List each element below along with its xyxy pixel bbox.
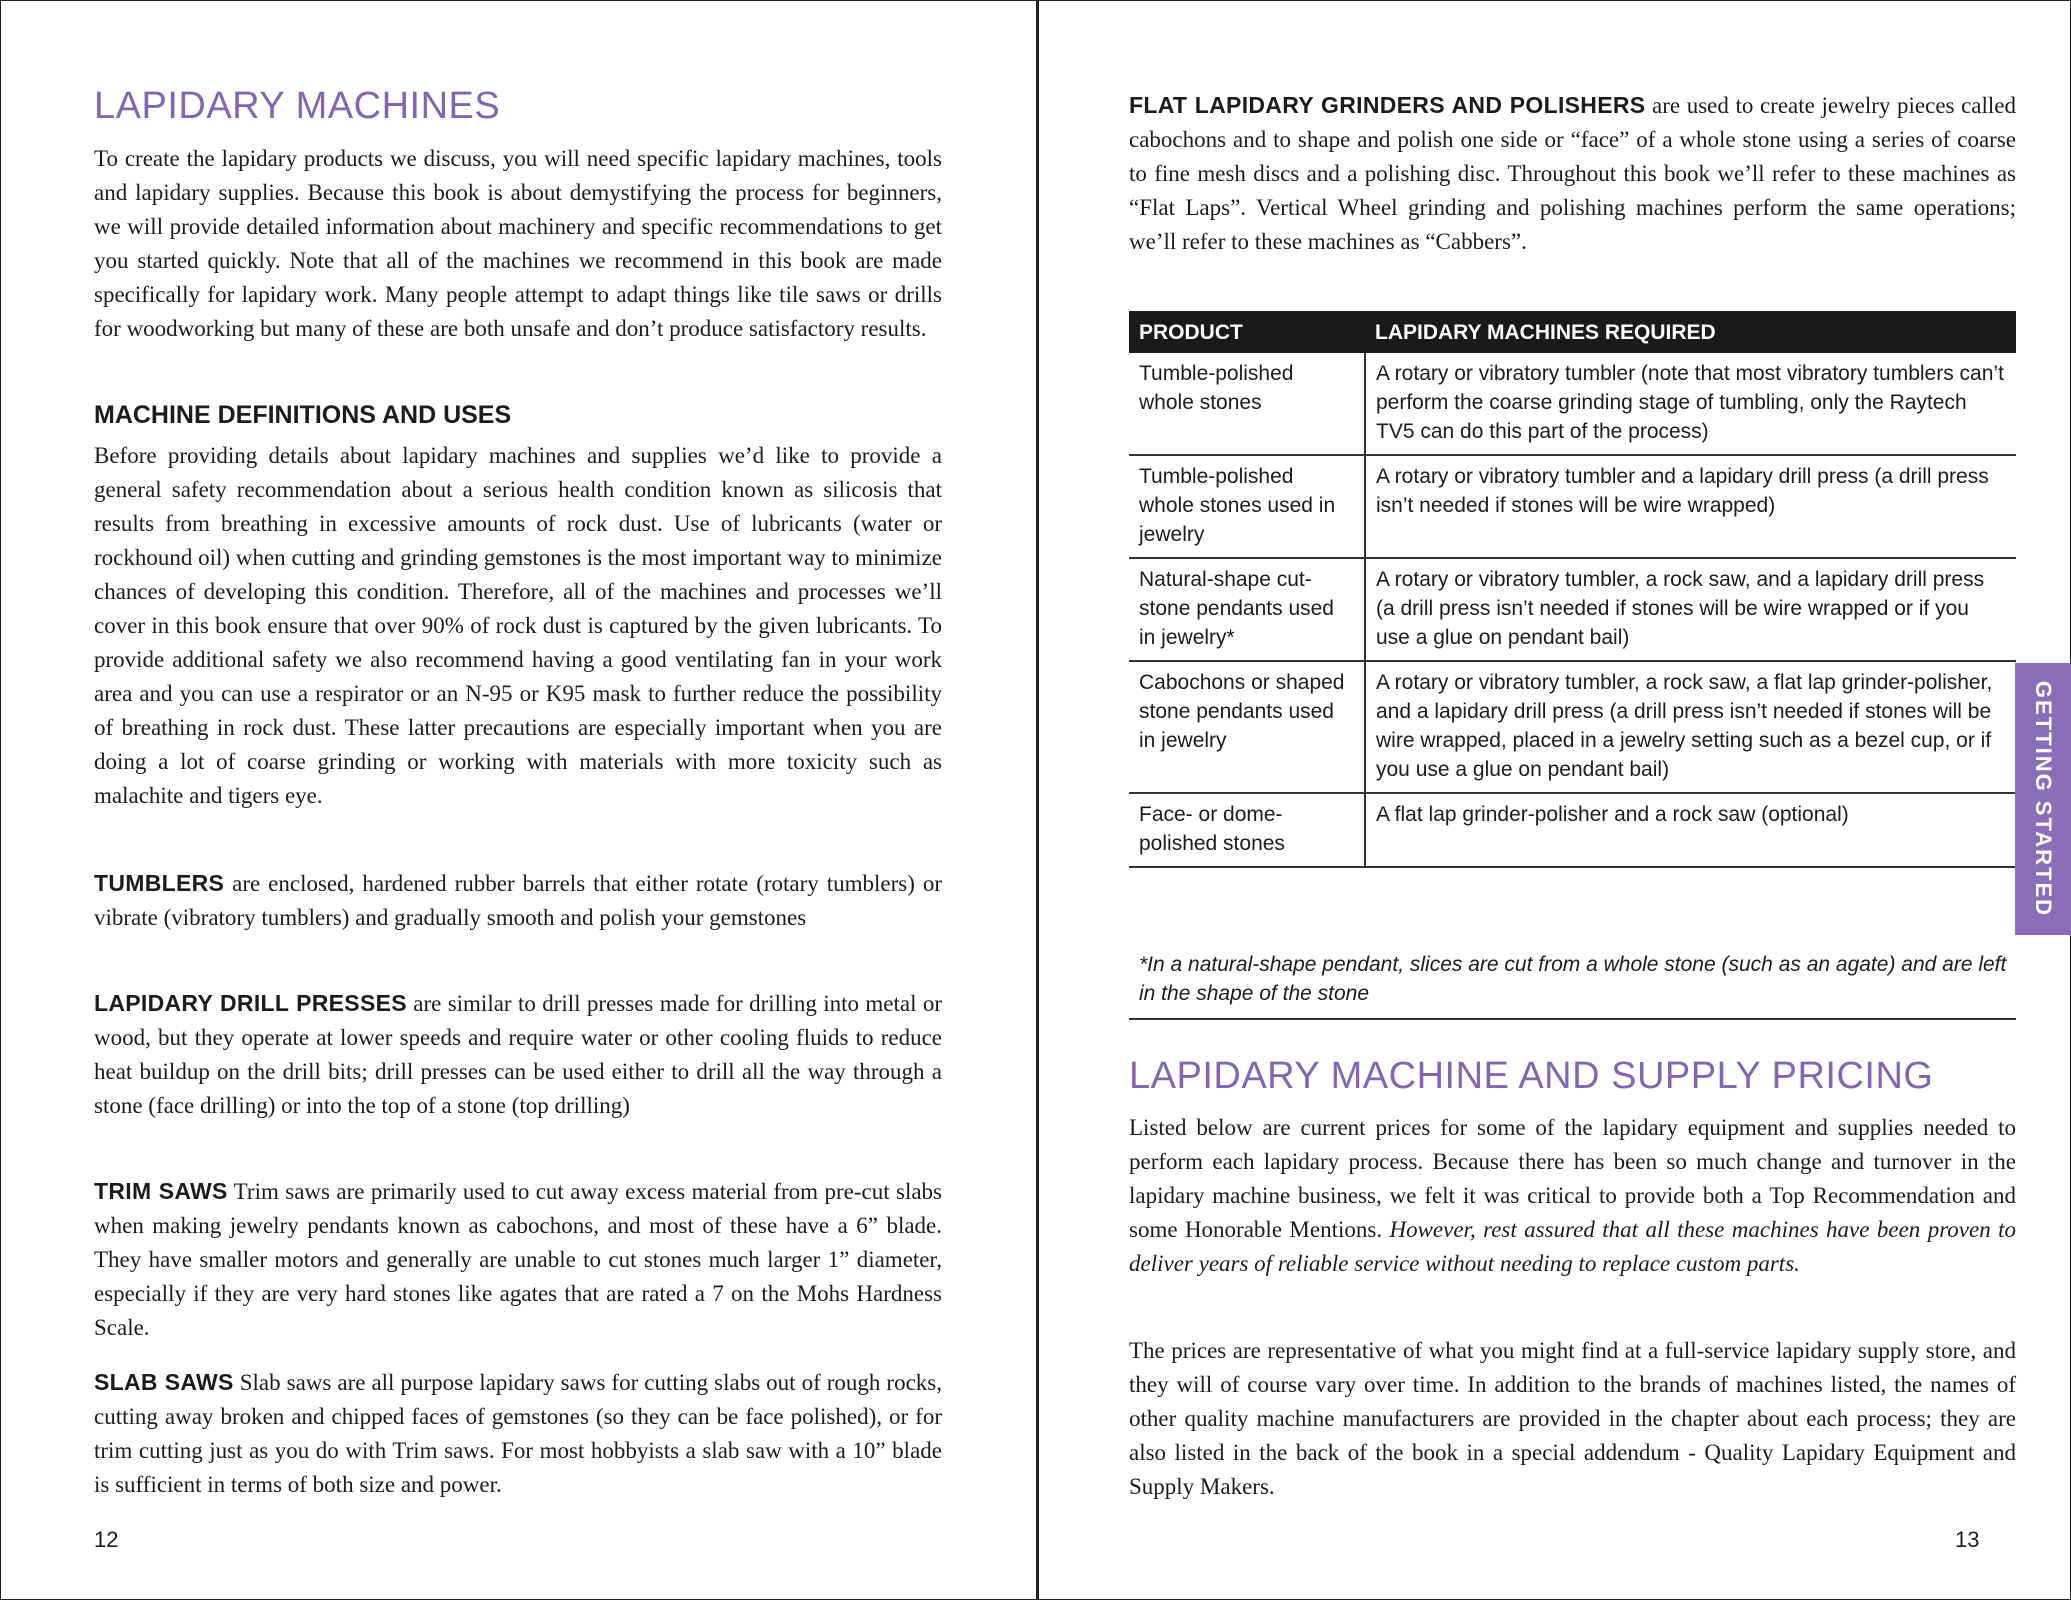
heading-pricing: LAPIDARY MACHINE AND SUPPLY PRICING [1129, 1055, 1934, 1097]
side-tab-label: GETTING STARTED [2031, 680, 2056, 918]
pricing-paragraph [1129, 1111, 2016, 1281]
machines-cell: A rotary or vibratory tumbler, a rock saw, and a lapidary drill press (a drill press isn’t needed if stones will be wire wrapped or if you use a glue on pendant bail) [1365, 558, 2016, 661]
drill-presses-term: LAPIDARY DRILL PRESSES [94, 990, 407, 1016]
header-product: PRODUCT [1129, 311, 1365, 353]
product-cell: Face- or dome-polished stones [1129, 793, 1365, 867]
machines-cell: A flat lap grinder-polisher and a rock saw (optional) [1365, 793, 2016, 867]
table-row [1129, 455, 2016, 558]
machines-cell: A rotary or vibratory tumbler (note that most vibratory tumblers can’t perform the coarse grinding stage of tumbling, only the Raytech TV5 can do this part of the process) [1365, 353, 2016, 455]
slab-saws-text: Slab saws are all purpose lapidary saws for cutting slabs out of rough rocks, cutting away broken and chipped faces of gemstones (so they can be face polished), or for trim cutting just as you do with Trim saws. For most hobbyists a slab saw with a 10” blade is sufficient in terms of both size and power. [94, 1370, 942, 1497]
product-cell: Tumble-polished whole stones used in jewelry [1129, 455, 1365, 558]
tumblers-term: TUMBLERS [94, 870, 225, 896]
pricing-italic: However, rest assured that all these machines have been proven to deliver years of reliable service without needing to replace custom parts. [1129, 1217, 2017, 1276]
right-page [1039, 0, 2071, 1600]
safety-paragraph: Before providing details about lapidary machines and supplies we’d like to provide a general safety recommendation about a serious health condition known as silicosis that results from breathing in excessive amounts of rock dust. Use of lubricants (water or rockhound oil) when cutting and grinding gemstones is the most important way to minimize chances of developing this condition. Therefore, all of the machines and processes we’ll cover in this book ensure that over 90% of rock dust is captured by the given lubricants. To provide additional safety we also recommend having a good ventilating fan in your work area and you can use a respirator or an N-95 or K95 mask to further reduce the possibility of breathing in rock dust. These latter precautions are especially important when you are doing a lot of coarse grinding or working with materials with more toxicity such as malachite and tigers eye. [94, 443, 942, 808]
table-row [1129, 793, 2016, 867]
pricing-text: Listed below are current prices for some of the lapidary equipment and supplies needed to perform each lapidary process. Because there has been so much change and turnover in the lapidary machine business, we felt it was critical to provide both a Top Recommendation and some Honorable Mentions. [1129, 1115, 2016, 1242]
machines-cell: A rotary or vibratory tumbler and a lapidary drill press (a drill press isn’t needed if stones will be wire wrapped) [1365, 455, 2016, 558]
subheading-machine-definitions: MACHINE DEFINITIONS AND USES [94, 401, 512, 429]
table-row [1129, 558, 2016, 661]
table-header-row [1129, 311, 2016, 353]
drill-presses-text: are similar to drill presses made for drilling into metal or wood, but they operate at lower speeds and require water or other cooling fluids to reduce heat buildup on the drill bits; drill presses can be used either to drill all the way through a stone (face drilling) or into the top of a stone (top drilling) [94, 991, 942, 1118]
drill-presses-paragraph [94, 986, 942, 1123]
trim-saws-paragraph [94, 1174, 942, 1345]
page-number-right: 13 [1955, 1527, 1980, 1552]
tumblers-paragraph [94, 866, 942, 935]
table-row [1129, 353, 2016, 455]
product-cell: Cabochons or shaped stone pendants used in jewelry [1129, 661, 1365, 793]
flat-laps-text: are used to create jewelry pieces called cabochons and to shape and polish one side or “face” of a whole stone using a series of coarse to fine mesh discs and a polishing disc. Throughout this book we’ll refer to these machines as “Flat Laps”. Vertical Wheel grinding and polishing machines perform the same operations; we’ll refer to these machines as “Cabbers”. [1129, 93, 2016, 254]
flat-laps-paragraph [1129, 88, 2016, 259]
heading-lapidary-machines: LAPIDARY MACHINES [94, 85, 501, 127]
table-footnote: *In a natural-shape pendant, slices are cut from a whole stone (such as an agate) and are left in the shape of the stone [1139, 953, 2007, 1005]
page-number-left: 12 [94, 1527, 119, 1552]
slab-saws-paragraph [94, 1365, 942, 1502]
product-cell: Tumble-polished whole stones [1129, 353, 1365, 455]
machines-table [1129, 311, 2016, 868]
trim-saws-text: Trim saws are primarily used to cut away excess material from pre-cut slabs when making jewelry pendants known as cabochons, and most of these have a 6” blade. They have smaller motors and generally are unable to cut stones much larger 1” diameter, especially if they are very hard stones like agates that are rated a 7 on the Mohs Hardness Scale. [94, 1179, 942, 1340]
tumblers-text: are enclosed, hardened rubber barrels that either rotate (rotary tumblers) or vibrate (vibratory tumblers) and gradually smooth and polish your gemstones [94, 871, 942, 930]
slab-saws-term: SLAB SAWS [94, 1369, 234, 1395]
flat-laps-term: FLAT LAPIDARY GRINDERS AND POLISHERS [1129, 92, 1646, 118]
machines-cell: A rotary or vibratory tumbler, a rock saw, a flat lap grinder-polisher, and a lapidary drill press (a drill press isn’t needed if stones will be wire wrapped, placed in a jewelry setting such as a bezel cup, or if you use a glue on pendant bail) [1365, 661, 2016, 793]
table-row [1129, 661, 2016, 793]
header-machines-required: LAPIDARY MACHINES REQUIRED [1365, 311, 2016, 353]
prices-paragraph: The prices are representative of what you might find at a full-service lapidary supply store, and they will of course vary over time. In addition to the brands of machines listed, the names of other quality machine manufacturers are provided in the chapter about each process; they are also listed in the back of the book in a special addendum - Quality Lapidary Equipment and Supply Makers. [1129, 1338, 2016, 1499]
footnote-rule [1129, 1018, 2016, 1020]
intro-paragraph: To create the lapidary products we discuss, you will need specific lapidary machines, tools and lapidary supplies. Because this book is about demystifying the process for beginners, we will provide detailed information about machinery and specific recommendations to get you started quickly. Note that all of the machines we recommend in this book are made specifically for lapidary work. Many people attempt to adapt things like tile saws or drills for woodworking but many of these are both unsafe and don’t produce satisfactory results. [94, 146, 942, 341]
trim-saws-term: TRIM SAWS [94, 1178, 228, 1204]
chapter-side-tab [2015, 663, 2071, 935]
product-cell: Natural-shape cut-stone pendants used in jewelry* [1129, 558, 1365, 661]
